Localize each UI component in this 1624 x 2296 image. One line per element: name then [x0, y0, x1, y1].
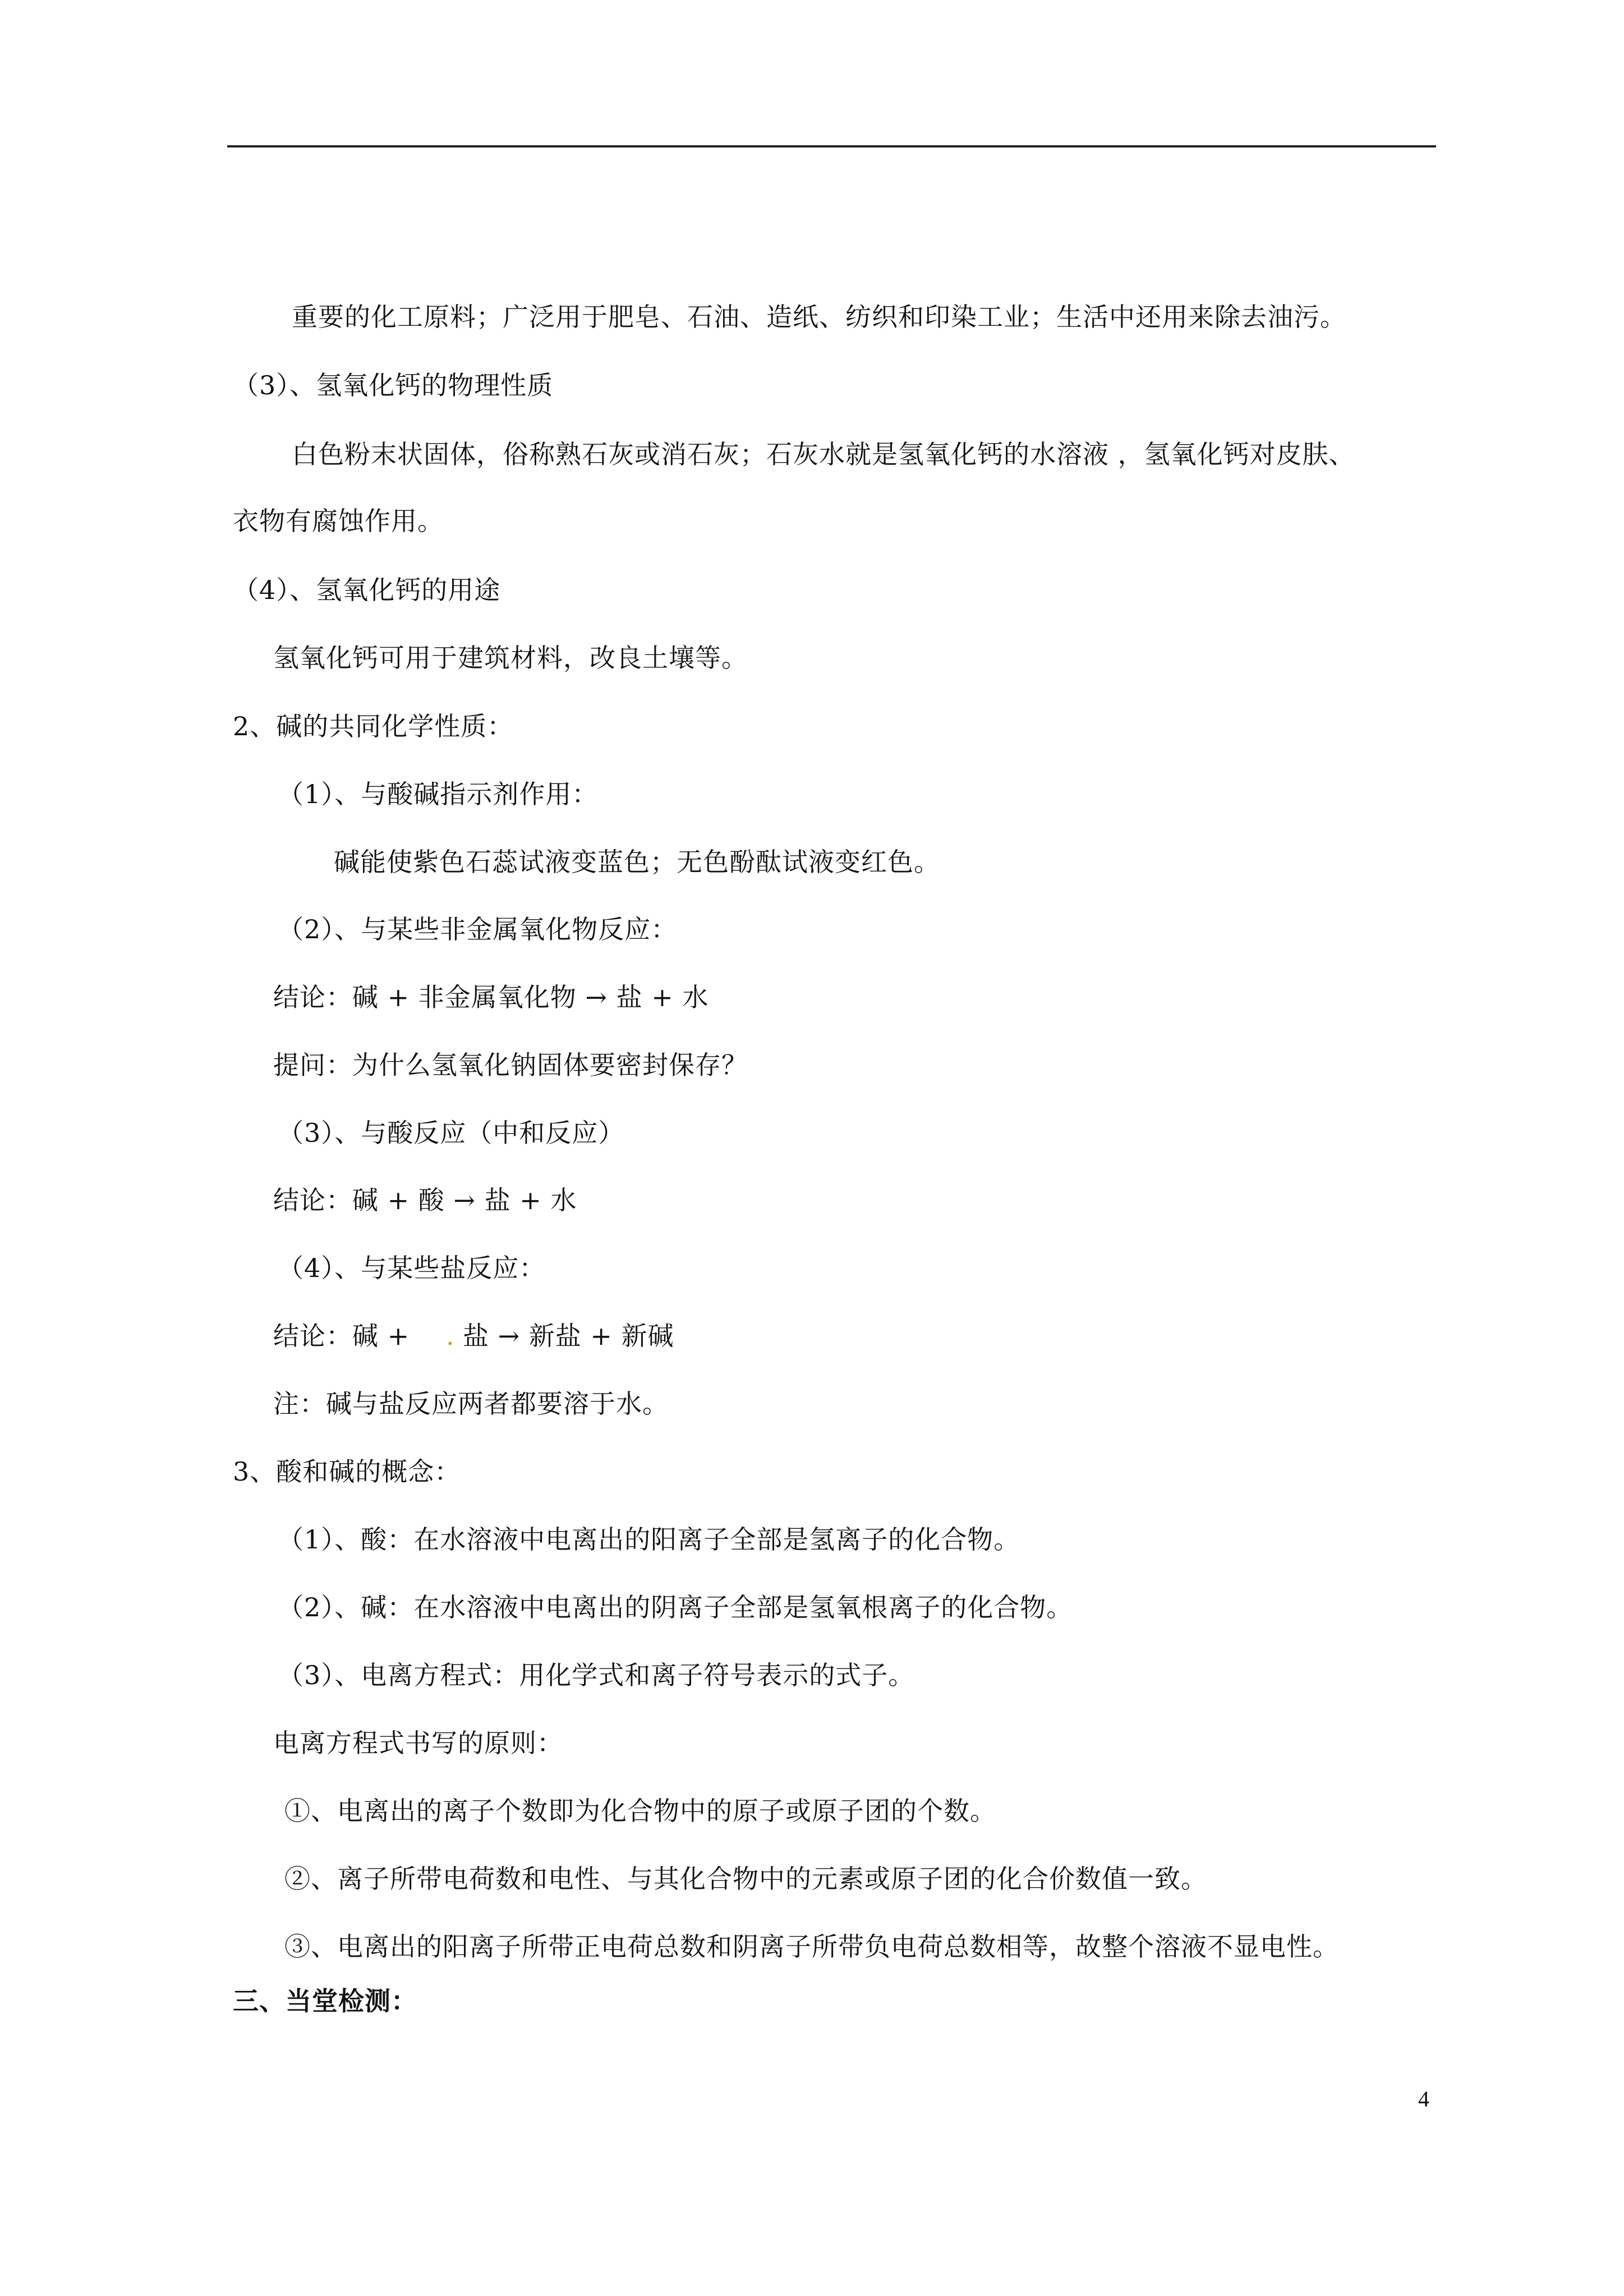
text-line: ②、离子所带电荷数和电性、与其化合物中的元素或原子团的化合价数值一致。	[284, 1864, 1207, 1894]
text-line: 重要的化工原料；广泛用于肥皂、石油、造纸、纺织和印染工业；生活中还用来除去油污。	[292, 302, 1346, 332]
text-line: 碱能使紫色石蕊试液变蓝色；无色酚酞试液变红色。	[334, 847, 940, 877]
section-heading: 2、碱的共同化学性质：	[233, 711, 514, 741]
text-line: （3）、氢氧化钙的物理性质	[233, 370, 554, 400]
text-line: 衣物有腐蚀作用。	[233, 506, 444, 536]
text-line: （4）、氢氧化钙的用途	[233, 575, 501, 605]
header-rule	[227, 145, 1436, 147]
text-line: （1）、酸：在水溶液中电离出的阳离子全部是氢离子的化合物。	[278, 1524, 1020, 1555]
text-line: 注：碱与盐反应两者都要溶于水。	[273, 1389, 669, 1419]
text-line: （2）、与某些非金属氧化物反应：	[278, 914, 678, 944]
text-line: 结论：碱 + 非金属氧化物 → 盐 + 水	[273, 982, 709, 1012]
dot-mark: .	[446, 1321, 455, 1351]
text-line: 提问：为什么氢氧化钠固体要密封保存？	[273, 1050, 748, 1080]
text-line: 白色粉末状固体，俗称熟石灰或消石灰；石灰水就是氢氧化钙的水溶液 ，氢氧化钙对皮肤、	[292, 439, 1355, 469]
text-line: 结论：碱 +	[273, 1321, 410, 1351]
text-line: （4）、与某些盐反应：	[278, 1253, 546, 1283]
text-line: （2）、碱：在水溶液中电离出的阴离子全部是氢氧根离子的化合物。	[278, 1592, 1073, 1622]
page-number: 4	[1418, 2086, 1429, 2111]
text-line: （3）、电离方程式：用化学式和离子符号表示的式子。	[278, 1660, 915, 1690]
section-heading: 3、酸和碱的概念：	[233, 1456, 461, 1487]
text-line: 结论：碱 + 酸 → 盐 + 水	[273, 1185, 577, 1215]
text-line: 盐 → 新盐 + 新碱	[463, 1321, 674, 1351]
text-line: ①、电离出的离子个数即为化合物中的原子或原子团的个数。	[284, 1796, 996, 1826]
text-line: 电离方程式书写的原则：	[273, 1728, 563, 1758]
text-line: 氢氧化钙可用于建筑材料，改良土壤等。	[273, 643, 748, 673]
section-heading: 三、当堂检测：	[233, 1986, 417, 2016]
text-line: ③、电离出的阳离子所带正电荷总数和阴离子所带负电荷总数相等，故整个溶液不显电性。	[284, 1931, 1339, 1962]
text-line: （1）、与酸碱指示剂作用：	[278, 779, 599, 809]
text-line: （3）、与酸反应（中和反应）	[278, 1118, 625, 1148]
